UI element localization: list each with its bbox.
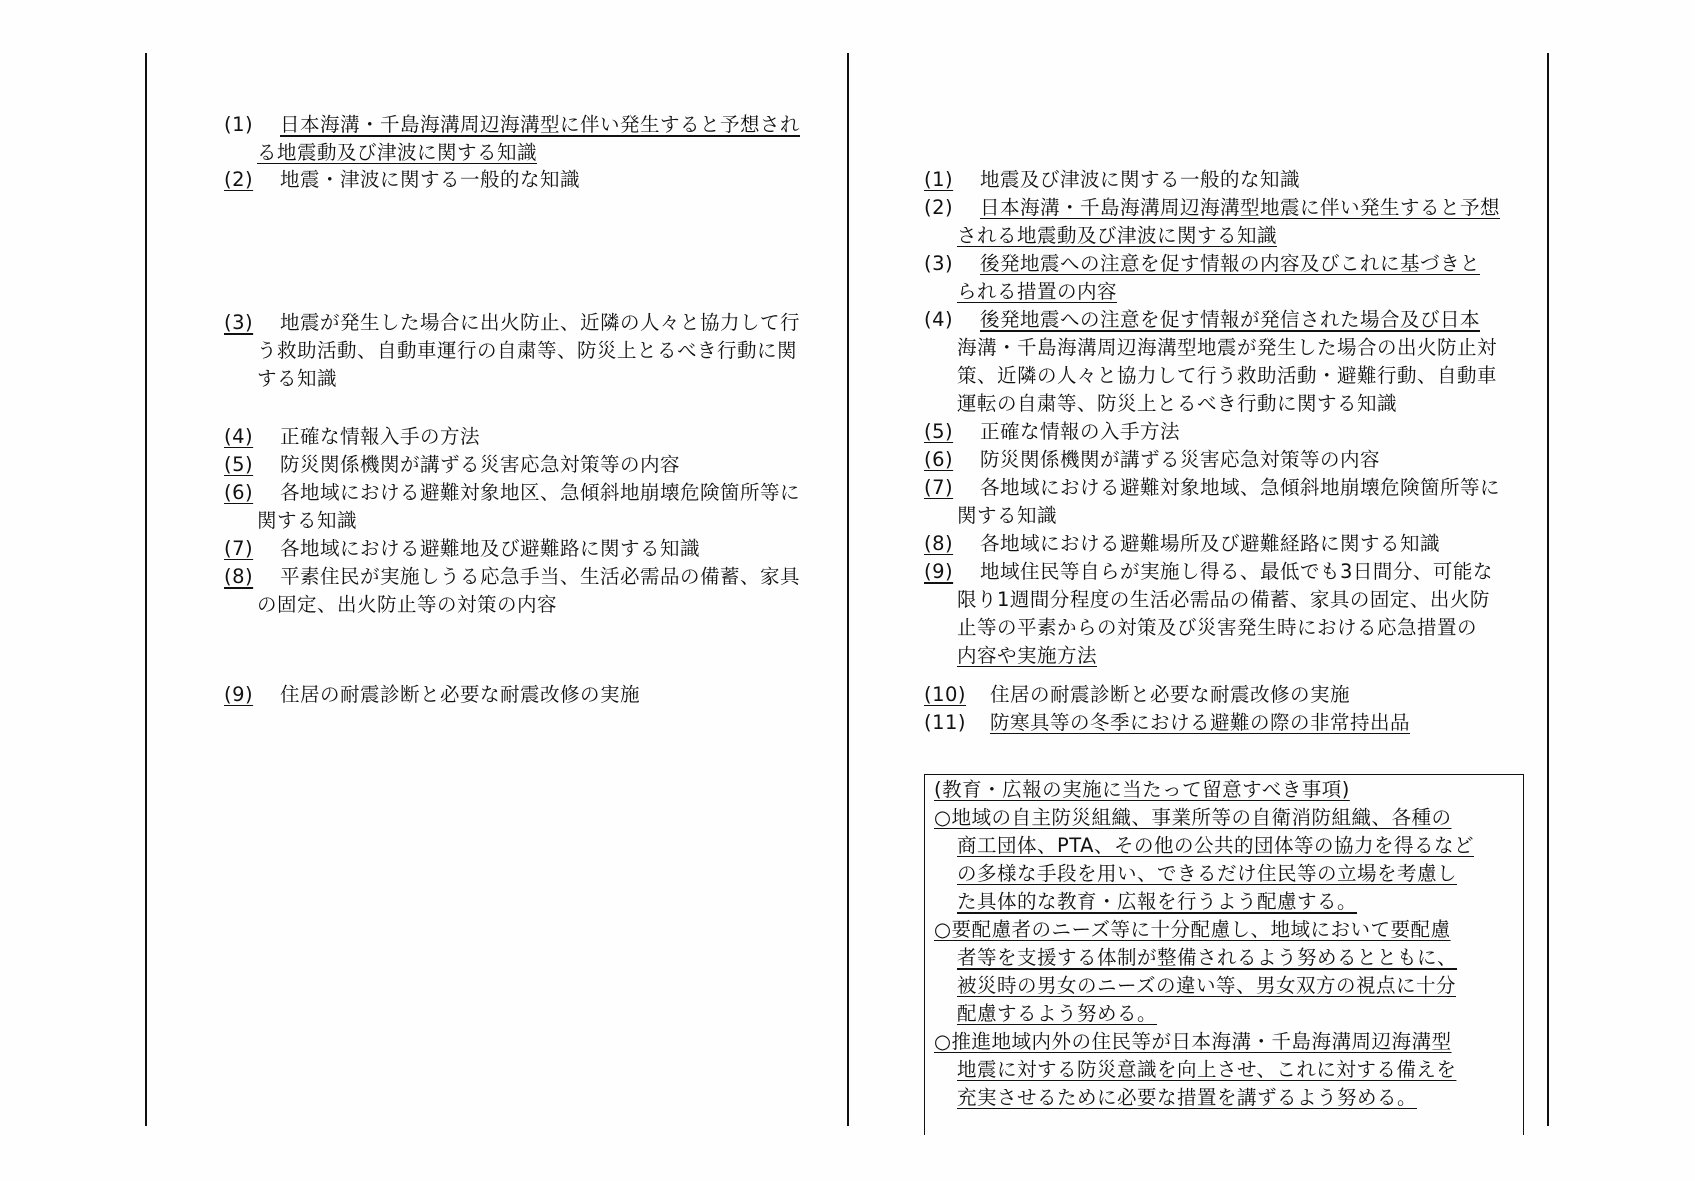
center-divider-line (847, 53, 849, 1126)
left-item-4: (4) 正確な情報入手の方法 (224, 425, 481, 448)
notes-bullet-2-line-4: 配慮するよう努める。 (957, 1002, 1158, 1025)
right-border-line (1547, 53, 1549, 1126)
notes-bullet-2-line-3: 被災時の男女のニーズの違い等、男女双方の視点に十分 (957, 974, 1457, 997)
notes-bullet-1-line-1: ○地域の自主防災組織、事業所等の自衛消防組織、各種の (934, 806, 1452, 829)
left-item-8: (8) 平素住民が実施しうる応急手当、生活必需品の備蓄、家具 (224, 565, 801, 588)
right-item-4-cont1: 海溝・千島海溝周辺海溝型地震が発生した場合の出火防止対 (957, 336, 1498, 359)
notes-bullet-3-line-2: 地震に対する防災意識を向上させ、これに対する備えを (957, 1058, 1457, 1081)
left-item-3-cont1: う救助活動、自動車運行の自粛等、防災上とるべき行動に関 (257, 339, 798, 362)
right-item-9-cont3: 内容や実施方法 (957, 644, 1098, 667)
right-item-2-cont: される地震動及び津波に関する知識 (957, 224, 1278, 247)
right-item-11: (11) 防寒具等の冬季における避難の際の非常持出品 (924, 711, 1411, 734)
notes-bullet-1-line-4: た具体的な教育・広報を行うよう配慮する。 (957, 890, 1358, 913)
notes-bullet-3-line-3: 充実させるために必要な措置を講ずるよう努める。 (957, 1086, 1418, 1109)
right-item-2: (2) 日本海溝・千島海溝周辺海溝型地震に伴い発生すると予想 (924, 196, 1501, 219)
left-item-2: (2) 地震・津波に関する一般的な知識 (224, 168, 581, 191)
notes-bullet-1-line-3: の多様な手段を用い、できるだけ住民等の立場を考慮し (957, 862, 1458, 885)
left-item-7: (7) 各地域における避難地及び避難路に関する知識 (224, 537, 701, 560)
right-item-7: (7) 各地域における避難対象地域、急傾斜地崩壊危険箇所等に (924, 476, 1501, 499)
notes-bullet-1-line-2: 商工団体、PTA、その他の公共的団体等の協力を得るなど (957, 834, 1474, 857)
right-item-9-cont1: 限り1週間分程度の生活必需品の備蓄、家具の固定、出火防 (957, 588, 1490, 611)
left-border-line (145, 53, 147, 1126)
left-item-6-cont: 関する知識 (257, 509, 358, 532)
right-item-9-cont2: 止等の平素からの対策及び災害発生時における応急措置の (957, 616, 1478, 639)
notes-box-heading: (教育・広報の実施に当たって留意すべき事項) (934, 778, 1350, 801)
left-item-1-cont: る地震動及び津波に関する知識 (257, 141, 538, 164)
notes-bullet-3-line-1: ○推進地域内外の住民等が日本海溝・千島海溝周辺海溝型 (934, 1030, 1452, 1053)
right-item-6: (6) 防災関係機関が講ずる災害応急対策等の内容 (924, 448, 1381, 471)
left-item-1: (1) 日本海溝・千島海溝周辺海溝型に伴い発生すると予想され (224, 113, 801, 136)
right-item-1: (1) 地震及び津波に関する一般的な知識 (924, 168, 1301, 191)
right-item-3-cont: られる措置の内容 (957, 280, 1118, 303)
notes-bullet-2-line-1: ○要配慮者のニーズ等に十分配慮し、地域において要配慮 (934, 918, 1451, 941)
right-item-4-cont3: 運転の自粛等、防災上とるべき行動に関する知識 (957, 392, 1398, 415)
right-item-7-cont: 関する知識 (957, 504, 1058, 527)
right-item-9: (9) 地域住民等自らが実施し得る、最低でも3日間分、可能な (924, 560, 1493, 583)
right-item-4-cont2: 策、近隣の人々と協力して行う救助活動・避難行動、自動車 (957, 364, 1498, 387)
right-item-4: (4) 後発地震への注意を促す情報が発信された場合及び日本 (924, 308, 1481, 331)
left-item-9: (9) 住居の耐震診断と必要な耐震改修の実施 (224, 683, 641, 706)
left-item-6: (6) 各地域における避難対象地区、急傾斜地崩壊危険箇所等に (224, 481, 801, 504)
right-item-8: (8) 各地域における避難場所及び避難経路に関する知識 (924, 532, 1441, 555)
right-item-10: (10) 住居の耐震診断と必要な耐震改修の実施 (924, 683, 1351, 706)
right-item-3: (3) 後発地震への注意を促す情報の内容及びこれに基づきと (924, 252, 1481, 275)
notes-bullet-2-line-2: 者等を支援する体制が整備されるよう努めるとともに、 (957, 946, 1458, 969)
left-item-3-cont2: する知識 (257, 367, 338, 390)
left-item-3: (3) 地震が発生した場合に出火防止、近隣の人々と協力して行 (224, 311, 801, 334)
right-item-5: (5) 正確な情報の入手方法 (924, 420, 1181, 443)
left-item-5: (5) 防災関係機関が講ずる災害応急対策等の内容 (224, 453, 681, 476)
left-item-8-cont: の固定、出火防止等の対策の内容 (257, 593, 558, 616)
